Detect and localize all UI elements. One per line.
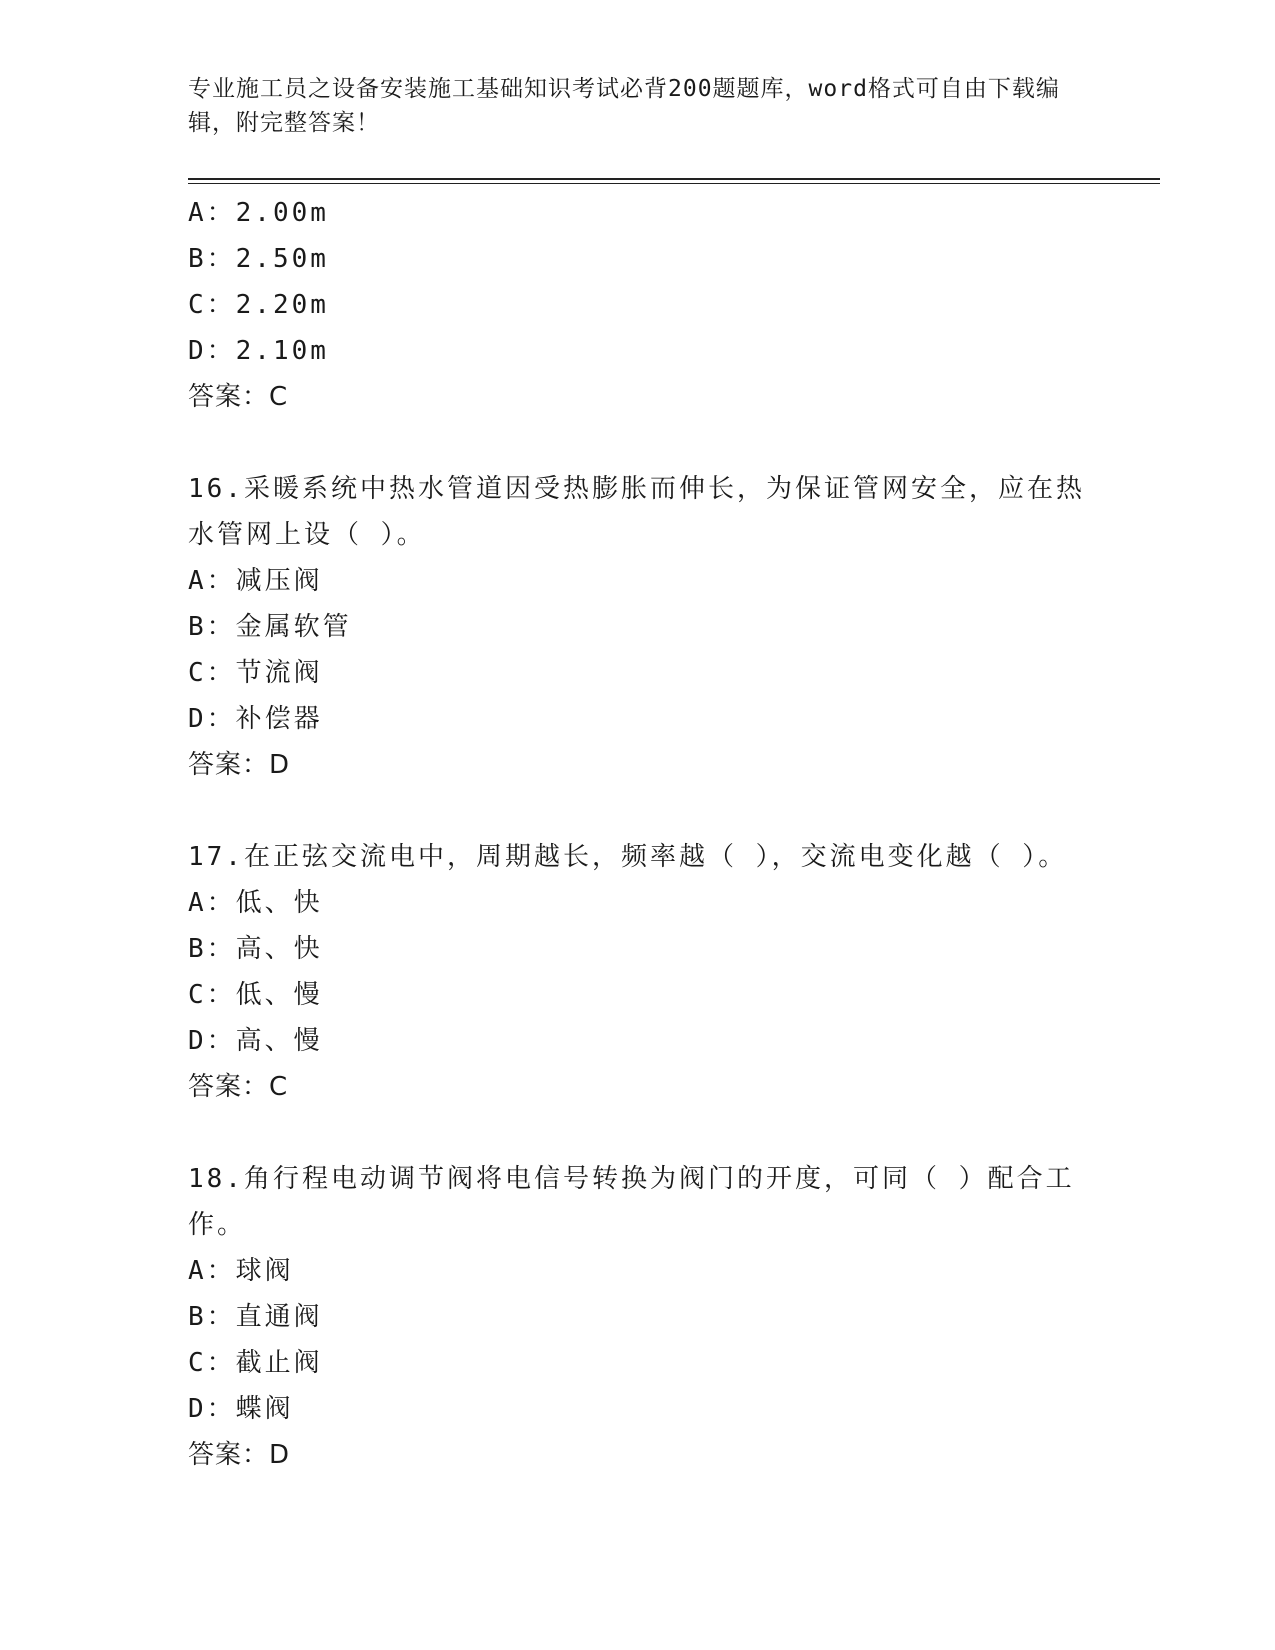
option-a: A：低、快	[188, 888, 323, 918]
option-b: B：2.50m	[188, 244, 329, 274]
option-b: B：高、快	[188, 934, 323, 964]
question-list	[188, 190, 1088, 1478]
page-header	[188, 72, 1068, 140]
header-divider-thin	[188, 183, 1160, 184]
option-c: C：节流阀	[188, 658, 323, 688]
question-text: 16.采暖系统中热水管道因受热膨胀而伸长，为保证管网安全，应在热水管网上设（ ）。	[188, 474, 1085, 550]
option-d: D：2.10m	[188, 336, 329, 366]
option-a: A：2.00m	[188, 198, 329, 228]
continued-question	[188, 190, 1088, 420]
answer: 答案：C	[188, 382, 289, 412]
question-16	[188, 466, 1088, 788]
question-text: 18.角行程电动调节阀将电信号转换为阀门的开度，可同（ ）配合工作。	[188, 1164, 1075, 1240]
option-d: D：蝶阀	[188, 1394, 294, 1424]
question-text: 17.在正弦交流电中，周期越长，频率越（ ），交流电变化越（ ）。	[188, 842, 1068, 872]
answer: 答案：C	[188, 1072, 289, 1102]
option-b: B：直通阀	[188, 1302, 323, 1332]
answer: 答案：D	[188, 1440, 291, 1470]
document-title: 专业施工员之设备安装施工基础知识考试必背200题题库，word格式可自由下载编辑，附完整答案！	[188, 76, 1060, 136]
answer: 答案：D	[188, 750, 291, 780]
header-divider	[188, 178, 1160, 180]
option-a: A：球阀	[188, 1256, 294, 1286]
option-c: C：低、慢	[188, 980, 323, 1010]
question-17	[188, 834, 1088, 1110]
option-b: B：金属软管	[188, 612, 352, 642]
option-c: C：截止阀	[188, 1348, 323, 1378]
option-a: A：减压阀	[188, 566, 323, 596]
option-c: C：2.20m	[188, 290, 329, 320]
option-d: D：高、慢	[188, 1026, 323, 1056]
question-18	[188, 1156, 1088, 1478]
option-d: D：补偿器	[188, 704, 323, 734]
